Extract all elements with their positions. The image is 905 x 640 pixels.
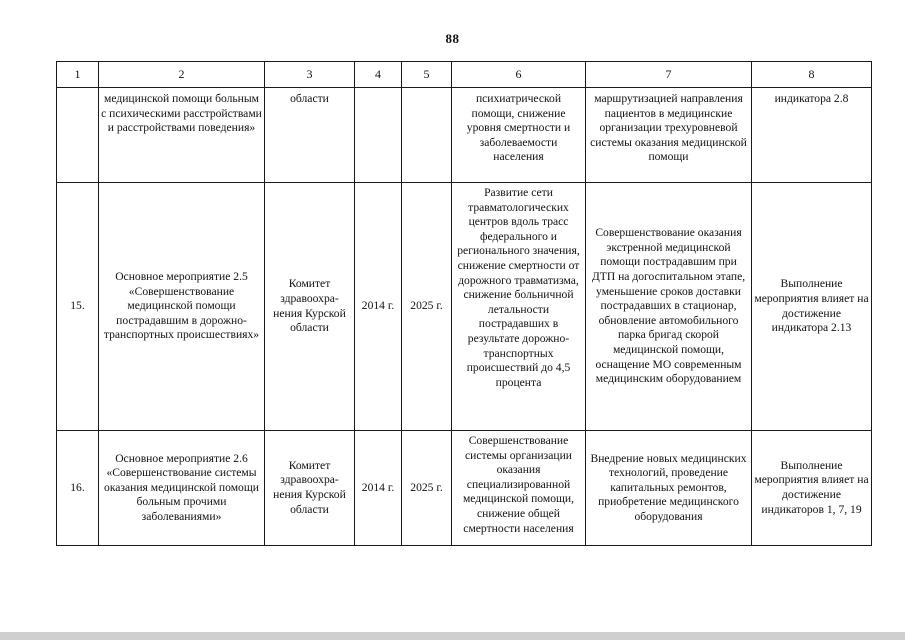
row-number-cell: 15. [57,183,99,431]
end-year-cell: 2025 г. [402,183,452,431]
header-cell: 6 [452,62,586,88]
page-number: 88 [445,31,460,46]
main-directions-cell: маршрутизацией направления пациентов в медицинские организации трехуровневой системы оказания медицинской помощи [586,88,752,183]
end-year-cell: 2025 г. [402,431,452,546]
row-number-cell: 16. [57,431,99,546]
program-events-table [56,61,872,546]
row-number-cell [57,88,99,183]
expected-result-cell: психиатрической помощи, снижение уровня смертности и заболеваемости населения [452,88,586,183]
executor-cell: Комитет здравоохра-нения Курской области [265,431,355,546]
start-year-cell [355,88,402,183]
header-cell: 8 [752,62,872,88]
table-row [57,431,872,546]
header-cell: 5 [402,62,452,88]
header-cell: 2 [99,62,265,88]
table-header-row [57,62,872,88]
indicator-link-cell: Выполнение мероприятия влияет на достижение индикатора 2.13 [752,183,872,431]
executor-cell: области [265,88,355,183]
table-row [57,183,872,431]
executor-cell: Комитет здравоохра-нения Курской области [265,183,355,431]
event-name-cell: Основное мероприятие 2.5 «Совершенствование медицинской помощи пострадавшим в дорожно-транспортных происшествиях» [99,183,265,431]
header-cell: 4 [355,62,402,88]
main-directions-cell: Совершенствование оказания экстренной медицинской помощи пострадавшим при ДТП на догоспитальном этапе, уменьшение сроков доставки пострадавших в стационар, обновление автомобильного парка бригад скорой медицинской помощи, оснащение МО современным медицинским оборудованием [586,183,752,431]
table-row [57,88,872,183]
end-year-cell [402,88,452,183]
header-cell: 1 [57,62,99,88]
event-name-cell: Основное мероприятие 2.6 «Совершенствование системы оказания медицинской помощи больным прочими заболеваниями» [99,431,265,546]
expected-result-cell: Развитие сети травматологических центров вдоль трасс федерального и регионального значения, снижение смертности от дорожного травматизма, снижение больничной летальности пострадавших в результате дорожно-транспортных происшествий до 4,5 процента [452,183,586,431]
indicator-link-cell: Выполнение мероприятия влияет на достижение индикаторов 1, 7, 19 [752,431,872,546]
header-cell: 7 [586,62,752,88]
header-cell: 3 [265,62,355,88]
expected-result-cell: Совершенствование системы организации оказания специализированной медицинской помощи, снижение общей смертности населения [452,431,586,546]
indicator-link-cell: индикатора 2.8 [752,88,872,183]
start-year-cell: 2014 г. [355,183,402,431]
event-name-cell: медицинской помощи больным с психическими расстройствами и расстройствами поведения» [99,88,265,183]
main-directions-cell: Внедрение новых медицинских технологий, проведение капитальных ремонтов, приобретение медицинского оборудования [586,431,752,546]
scan-bottom-edge [0,632,905,640]
start-year-cell: 2014 г. [355,431,402,546]
